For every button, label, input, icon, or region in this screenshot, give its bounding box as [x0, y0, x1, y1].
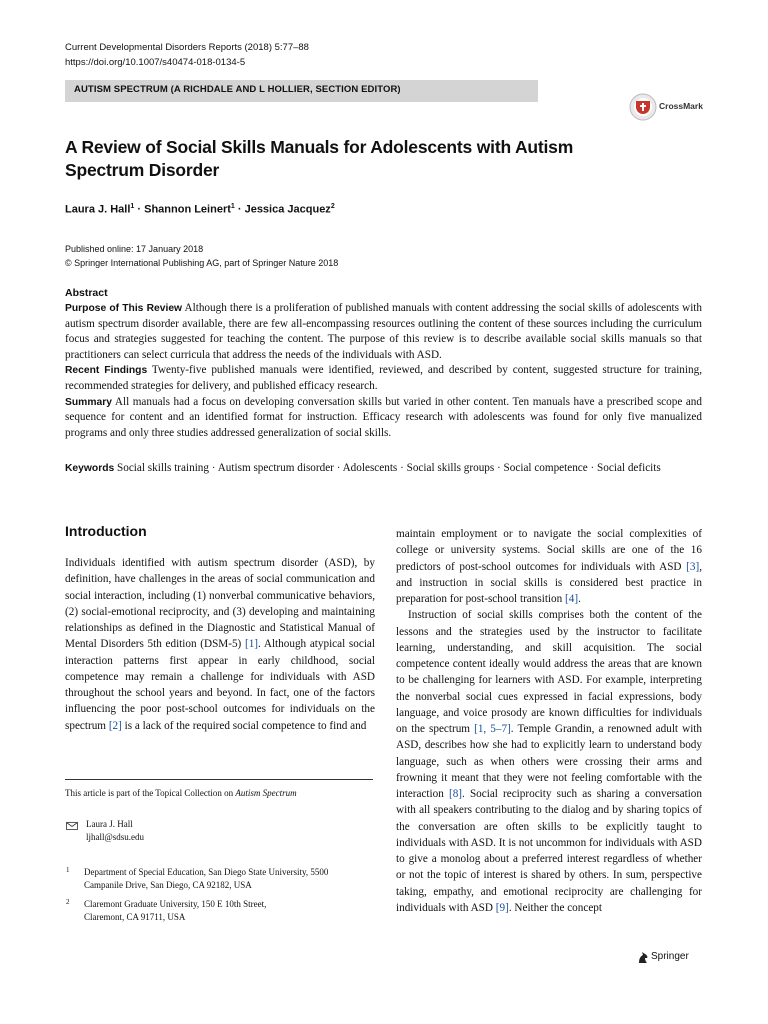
affiliation [84, 866, 384, 892]
affiliation-number: 2 [66, 898, 70, 906]
topical-collection-note [65, 788, 297, 798]
abstract-purpose [65, 301, 702, 363]
text-run: Individuals identified with autism spectrum disorder (ASD), by definition, have challenges in the areas of social communication and social interaction, including (1) nonverbal communicative behaviors, (2) social-emotional reciprocity, and (3) developing and maintaining relationships as defined in the Diagnostic and Statistical Manual of Mental Disorders 5th edition (DSM-5) [65, 557, 375, 651]
citation-link[interactable]: [2] [108, 719, 122, 732]
text-run: . [578, 593, 581, 605]
footnote-divider [65, 779, 373, 780]
text-run: Instruction of social skills comprises both the content of the lessons and the strategies used by the instructor to facilitate learning, understanding, and skill acquisition. The social competence content ideally would address the areas that are known to be challenging for learners with ASD. For example, interpreting the nonverbal social cues expressed in facial expressions, body language, and voice prosody are known difficulties for individuals on the spectrum [396, 609, 702, 735]
author-affiliation-ref: 1 [130, 203, 135, 210]
corresponding-author [86, 818, 144, 844]
text-run: , and instruction in social skills is considered best practice in preparation for post-school transition [396, 560, 702, 605]
author-name[interactable]: Jessica Jacquez [244, 203, 331, 216]
section-label: AUTISM SPECTRUM (A RICHDALE AND L HOLLIER, SECTION EDITOR) [74, 84, 401, 95]
author-affiliation-ref: 2 [330, 203, 335, 210]
citation-link[interactable]: [1, 5–7] [474, 723, 511, 735]
abstract-summary-text: All manuals had a focus on developing conversation skills but varied in other content. Ten manuals have a prescribed scope and sequence for content and an identified format for instruction. Efficacy research with adolescents was found for only five manualized programs and only three studies addressed generalization of social skills. [65, 395, 702, 439]
crossmark-icon [629, 93, 657, 121]
abstract-summary [65, 395, 702, 442]
text-run: . Although atypical social interaction patterns first appear in early childhood, social competence may remain a challenge for individuals with ASD throughout the school years and beyond. In fact, one of the factors influencing the poor post-school outcomes for individuals on the spectrum [65, 638, 375, 732]
author-name[interactable]: Shannon Leinert [144, 203, 231, 216]
abstract-findings-text: Twenty-five published manuals were identified, reviewed, and described by content, suggested structure for training, recommended strategies for delivery, and published efficacy research. [65, 364, 702, 392]
corresponding-author-email[interactable]: ljhall@sdsu.edu [86, 832, 145, 842]
abstract-summary-label: Summary [65, 396, 112, 408]
paragraph [396, 526, 702, 607]
body-column-left [65, 555, 375, 734]
author-separator: · [234, 203, 245, 216]
text-run: is a lack of the required social competence to find and [121, 719, 367, 732]
citation-link[interactable]: [4] [565, 593, 579, 605]
copyright-notice: © Springer International Publishing AG, part of Springer Nature 2018 [65, 257, 339, 268]
springer-horse-icon [637, 951, 649, 964]
affiliation-line: Campanile Drive, San Diego, CA 92182, USA [84, 880, 252, 890]
text-run: . Social reciprocity such as sharing a conversation with all speakers contributing to the dialog and by sharing topics of the conversation are often skills to be explicitly taught to individuals with ASD. It is not uncommon for individuals with ASD to give a monolog about a preferred interest regardless of whether or not the topic of interest is shared by others. In sum, perspective taking, empathy, and emotional reciprocity are challenging for individuals with ASD [396, 788, 702, 914]
citation-link[interactable]: [8] [448, 788, 463, 800]
author-separator: · [134, 203, 145, 216]
affiliation-line: Department of Special Education, San Diego State University, 5500 [84, 867, 329, 877]
paragraph [396, 607, 702, 916]
article-title: A Review of Social Skills Manuals for Adolescents with Autism Spectrum Disorder [65, 137, 574, 180]
citation-link[interactable]: [9] [495, 901, 509, 914]
introduction-heading: Introduction [65, 523, 147, 539]
abstract-findings-label: Recent Findings [65, 365, 148, 377]
doi-link[interactable]: https://doi.org/10.1007/s40474-018-0134-5 [65, 57, 246, 68]
author-list [65, 203, 335, 216]
body-column-right [396, 526, 702, 916]
abstract-purpose-text: Although there is a proliferation of published manuals with content addressing the social skills of adolescents with autism spectrum disorder available, there are few all-encompassing resources outlining the content of these sources including the curriculum focus and strategies suggested for teaching the content. The purpose of this review is to describe available social skills manuals so that practitioners can select curricula that address the needs of the individuals with ASD. [65, 302, 702, 361]
affiliation [84, 898, 384, 924]
envelope-icon [66, 822, 78, 830]
affiliation-number: 1 [66, 866, 70, 874]
abstract-body [65, 301, 702, 441]
citation-link[interactable]: [3] [686, 560, 700, 573]
abstract-purpose-label: Purpose of This Review [65, 303, 183, 314]
crossmark-badge[interactable] [629, 93, 709, 121]
journal-citation: Current Developmental Disorders Reports (2018) 5:77–88 [65, 42, 309, 53]
keywords [65, 460, 702, 477]
crossmark-label: CrossMark [659, 101, 703, 111]
topical-collection-name: Autism Spectrum [235, 788, 297, 798]
affiliation-line: Claremont Graduate University, 150 E 10th Street, [84, 899, 267, 909]
text-run: . Temple Grandin, a renowned adult with ASD, describes how she had to explicitly learn to understand body language, such as when others were crossing their arms and frowning it meant that they were not feeling comfortable with the interaction [396, 723, 703, 800]
publication-info [65, 243, 338, 270]
published-date: Published online: 17 January 2018 [65, 244, 204, 254]
keywords-label: Keywords [65, 463, 115, 474]
abstract-findings [65, 363, 702, 394]
affiliation-line: Claremont, CA 91711, USA [84, 912, 186, 922]
corresponding-author-name: Laura J. Hall [86, 819, 133, 829]
section-banner [65, 80, 538, 102]
keywords-text: Social skills training · Autism spectrum disorder · Adolescents · Social skills groups · Social competence · Social deficits [117, 462, 661, 474]
abstract-heading: Abstract [65, 287, 108, 299]
paragraph [65, 555, 375, 734]
author-name[interactable]: Laura J. Hall [65, 203, 131, 216]
text-run: This article is part of the Topical Collection on [65, 788, 236, 798]
publisher-logo-text: Springer [651, 951, 689, 962]
text-run: . Neither the concept [508, 901, 602, 914]
text-run: maintain employment or to navigate the social complexities of college or university systems. Social skills are one of the 16 predictors of post-school outcomes for individuals with ASD [396, 528, 702, 573]
citation-link[interactable]: [1] [244, 638, 259, 651]
author-affiliation-ref: 1 [230, 203, 235, 210]
